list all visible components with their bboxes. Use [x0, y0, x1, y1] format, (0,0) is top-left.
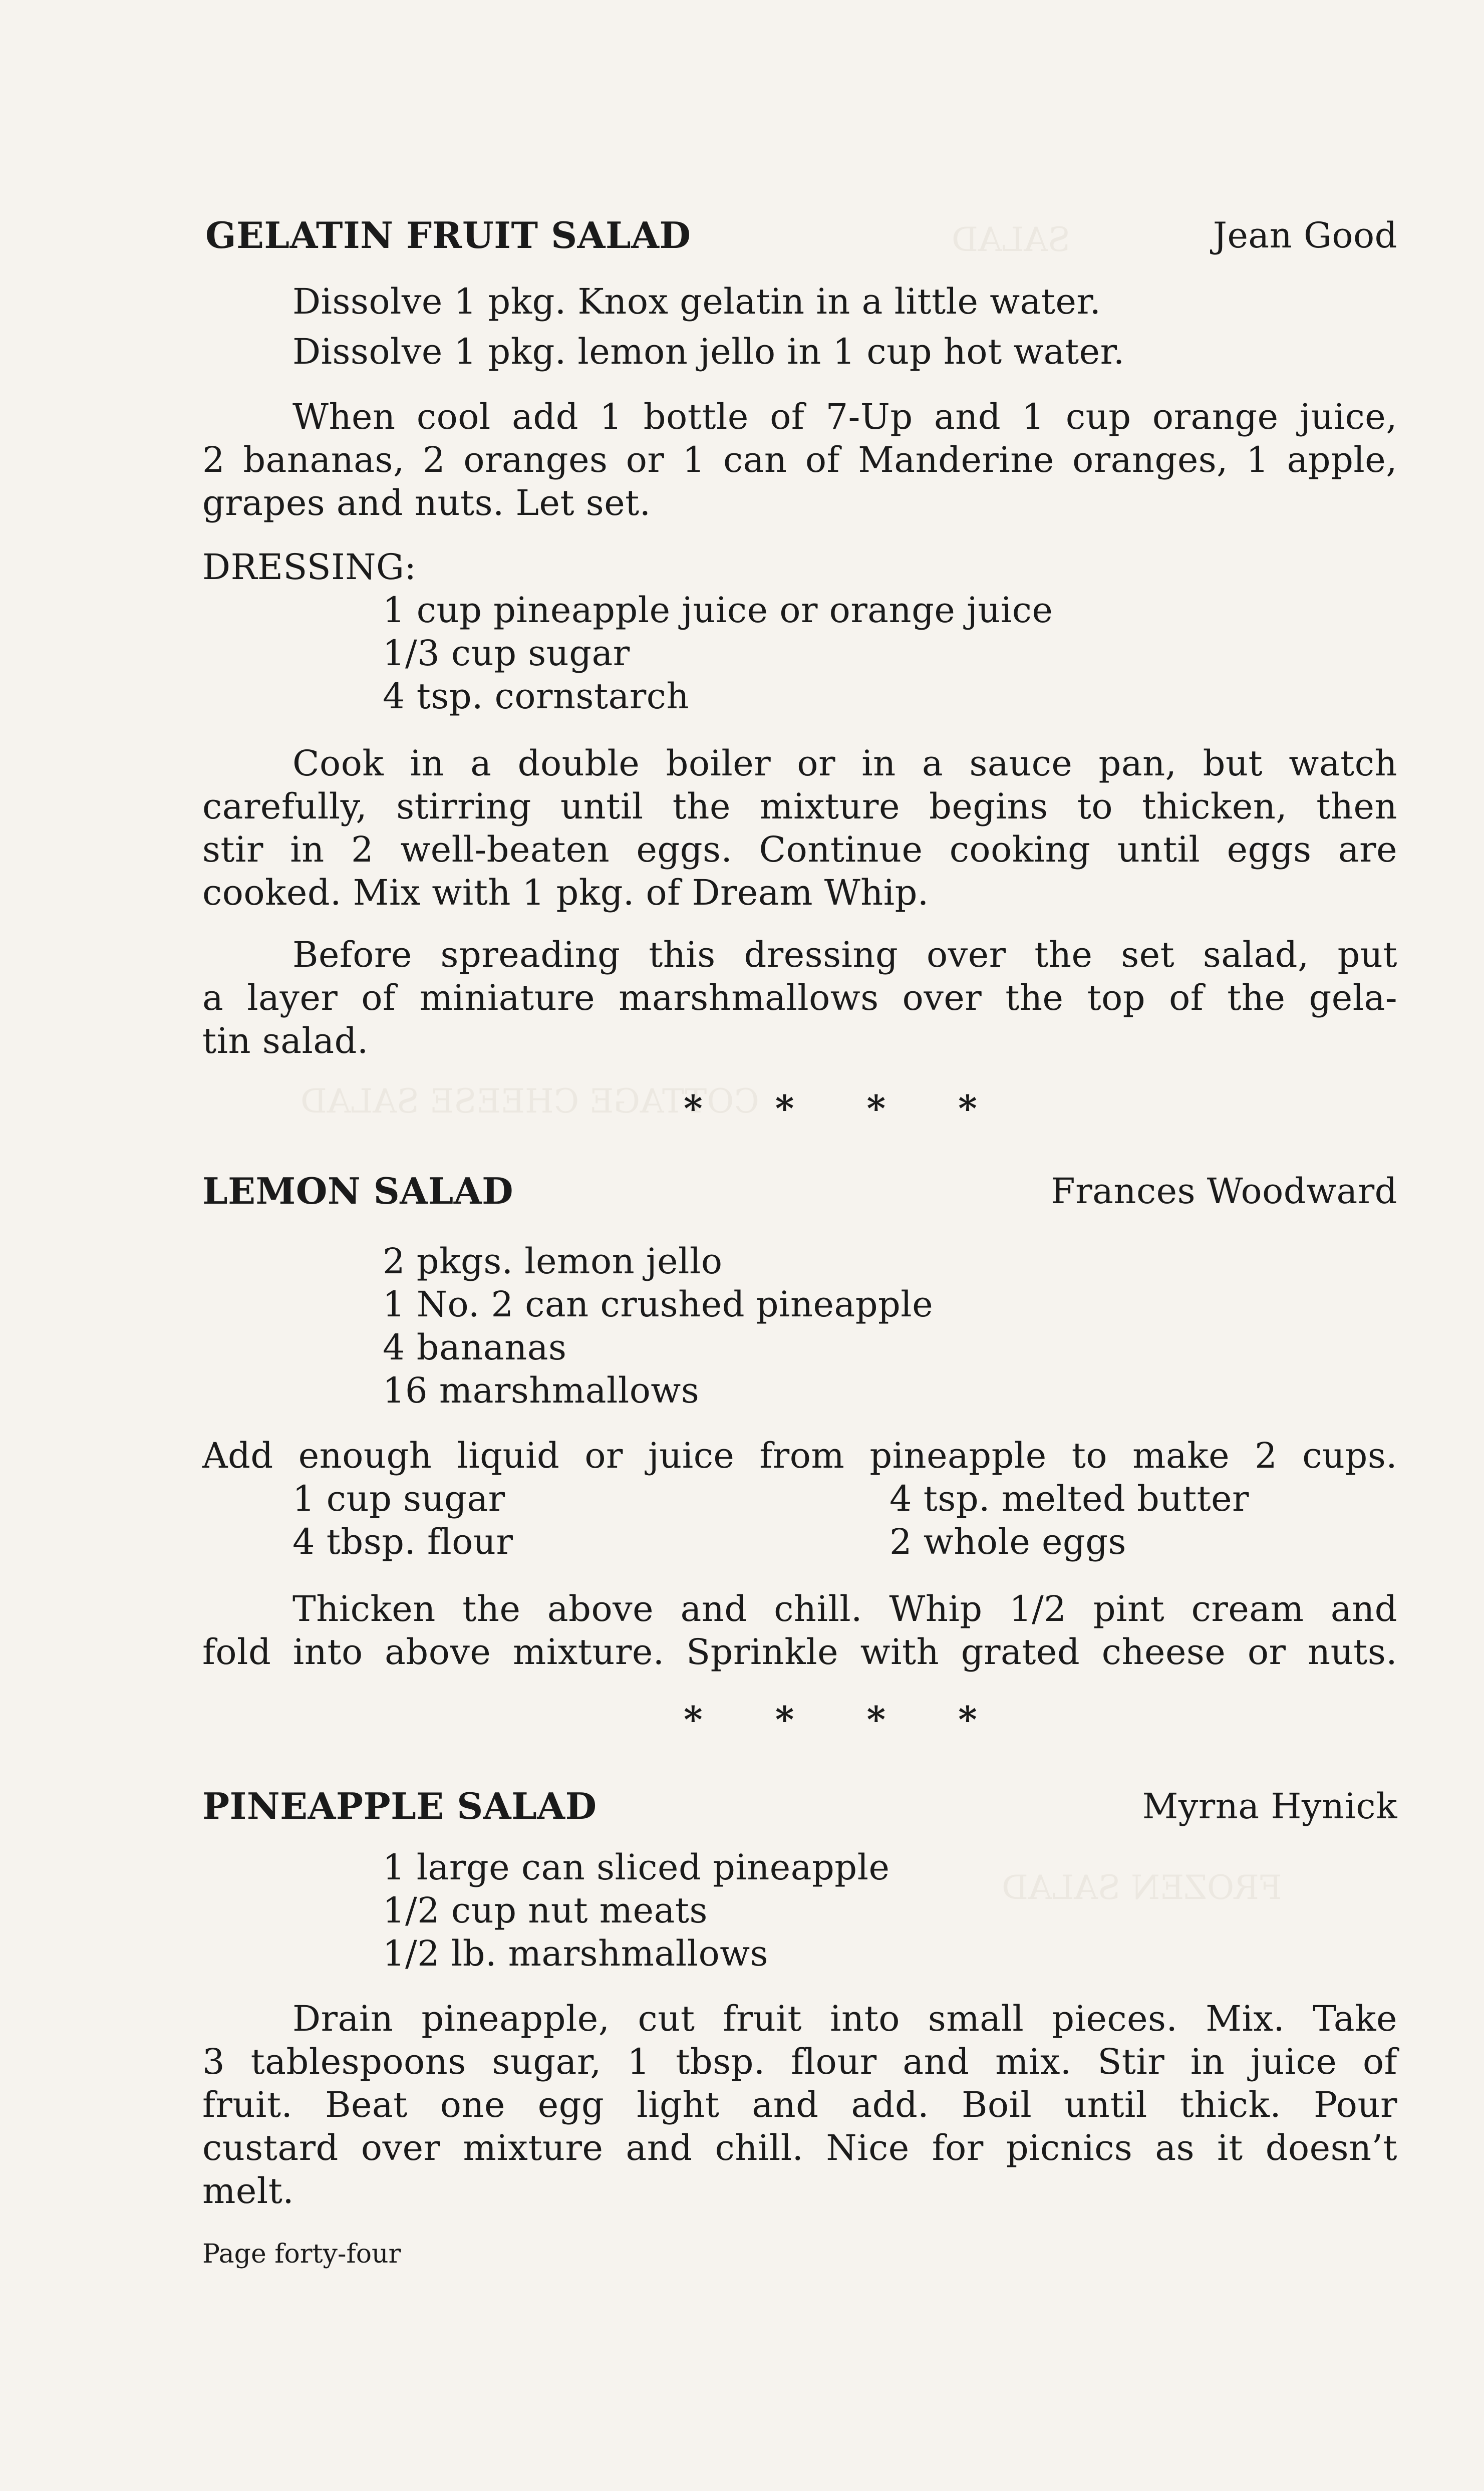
- recipe-text-line: Before spreading this dressing over the set salad, put: [292, 934, 1397, 975]
- ingredient: 4 tbsp. flour: [292, 1521, 513, 1562]
- dressing-heading: DRESSING:: [202, 546, 417, 588]
- show-through-text: COTTAGE CHEESE SALAD: [301, 1082, 759, 1121]
- recipe-author: Jean Good: [1213, 215, 1397, 256]
- ingredient: 4 bananas: [383, 1327, 567, 1368]
- ingredient: 1 No. 2 can crushed pineapple: [383, 1284, 934, 1325]
- recipe-text-line: Add enough liquid or juice from pineapple to make 2 cups.: [202, 1435, 1397, 1476]
- recipe-text-line: grapes and nuts. Let set.: [202, 482, 651, 523]
- recipe-text-line: Thicken the above and chill. Whip 1/2 pint cream and: [292, 1588, 1397, 1629]
- recipe-text-line: carefully, stirring until the mixture begins to thicken, then: [202, 786, 1397, 827]
- ingredient: 1/3 cup sugar: [383, 633, 630, 674]
- recipe-text-line: stir in 2 well-beaten eggs. Continue cooking until eggs are: [202, 829, 1397, 870]
- recipe-text-line: fruit. Beat one egg light and add. Boil until thick. Pour: [202, 2084, 1397, 2125]
- recipe-text-line: Dissolve 1 pkg. Knox gelatin in a little water.: [292, 281, 1101, 322]
- recipe-author: Frances Woodward: [1051, 1171, 1397, 1212]
- ingredient: 1 large can sliced pineapple: [383, 1847, 890, 1888]
- ingredient: 2 whole eggs: [889, 1521, 1126, 1562]
- recipe-title: LEMON SALAD: [202, 1170, 514, 1212]
- recipe-text-line: fold into above mixture. Sprinkle with grated cheese or nuts.: [202, 1631, 1397, 1673]
- show-through-text: FROZEN SALAD: [1002, 1868, 1282, 1907]
- recipe-author: Myrna Hynick: [1142, 1786, 1397, 1827]
- ingredient: 1/2 cup nut meats: [383, 1890, 708, 1931]
- ingredient: 16 marshmallows: [383, 1370, 700, 1411]
- recipe-text-line: When cool add 1 bottle of 7-Up and 1 cup orange juice,: [292, 396, 1397, 437]
- ingredient: 2 pkgs. lemon jello: [383, 1241, 723, 1282]
- ingredient: 1/2 lb. marshmallows: [383, 1933, 769, 1974]
- recipe-text-line: 3 tablespoons sugar, 1 tbsp. flour and mix. Stir in juice of: [202, 2041, 1397, 2082]
- recipe-text-line: a layer of miniature marshmallows over the top of the gela-: [202, 977, 1397, 1018]
- recipe-text-line: melt.: [202, 2170, 294, 2211]
- recipe-text-line: custard over mixture and chill. Nice for picnics as it doesn’t: [202, 2127, 1397, 2168]
- recipe-text-line: 2 bananas, 2 oranges or 1 can of Manderine oranges, 1 apple,: [202, 439, 1397, 480]
- ingredient: 1 cup pineapple juice or orange juice: [383, 590, 1053, 631]
- recipe-title: GELATIN FRUIT SALAD: [205, 214, 691, 256]
- page-number: Page forty-four: [202, 2239, 401, 2269]
- recipe-text-line: tin salad.: [202, 1020, 369, 1061]
- ingredient: 1 cup sugar: [292, 1478, 505, 1519]
- section-separator: * * * *: [684, 1698, 1007, 1741]
- recipe-text-line: Cook in a double boiler or in a sauce pan, but watch: [292, 743, 1397, 784]
- recipe-title: PINEAPPLE SALAD: [202, 1785, 597, 1827]
- recipe-text-line: cooked. Mix with 1 pkg. of Dream Whip.: [202, 872, 929, 913]
- recipe-text-line: Drain pineapple, cut fruit into small pieces. Mix. Take: [292, 1998, 1397, 2039]
- ingredient: 4 tsp. cornstarch: [383, 676, 690, 717]
- show-through-text: SALAD: [952, 220, 1071, 259]
- recipe-text-line: Dissolve 1 pkg. lemon jello in 1 cup hot water.: [292, 331, 1125, 372]
- ingredient: 4 tsp. melted butter: [889, 1478, 1249, 1519]
- section-separator: * * * *: [684, 1087, 1007, 1130]
